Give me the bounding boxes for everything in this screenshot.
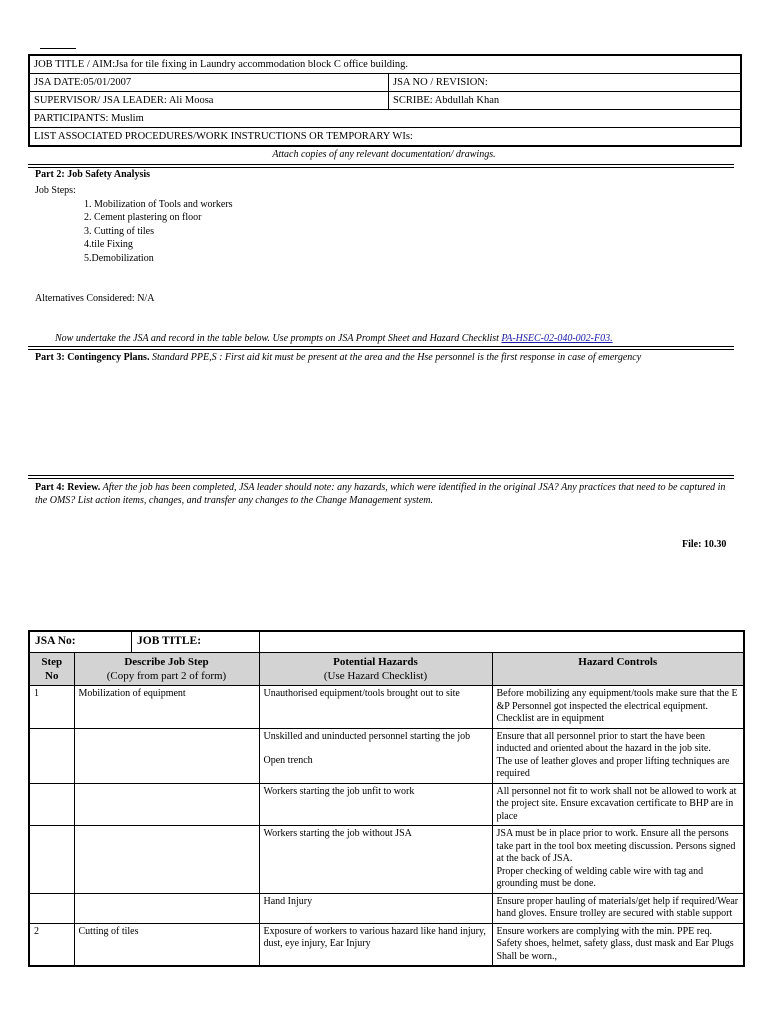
col-describe-header: Describe Job Step (Copy from part 2 of form) xyxy=(74,653,259,686)
instruction-text: Now undertake the JSA and record in the table below. Use prompts on JSA Prompt Sheet and Hazard Checklist xyxy=(55,333,502,344)
table-row: Unskilled and uninducted personnel starting the job Open trench Ensure that all personnel prior to start the have been inducted and oriented about the hazard in the job site. The use of leather gloves and proper lifting techniques are required xyxy=(29,728,744,783)
col-controls-header: Hazard Controls xyxy=(492,653,744,686)
header-table xyxy=(28,54,742,147)
jsa-no-label: JSA No: xyxy=(30,632,132,652)
jsa-date-cell: JSA DATE:05/01/2007 xyxy=(29,74,389,92)
col-step-header: Step No xyxy=(29,653,74,686)
table-row: Workers starting the job unfit to work All personnel not fit to work shall not be allowed to work at the project site. Ensure excavation certificate to BHP are in place xyxy=(29,783,744,826)
table-row: Hand Injury Ensure proper hauling of materials/get help if required/Wear hand gloves. Ensure trolley are secured with stable support xyxy=(29,893,744,923)
job-step-item: 3. Cutting of tiles xyxy=(84,225,154,237)
jsa-top-row xyxy=(29,631,744,653)
procedures-cell: LIST ASSOCIATED PROCEDURES/WORK INSTRUCTIONS OR TEMPORARY WIs: xyxy=(29,128,741,147)
instruction-line xyxy=(55,332,613,345)
col-hazards-header: Potential Hazards (Use Hazard Checklist) xyxy=(259,653,492,686)
job-title-cell: JOB TITLE / AIM:Jsa for tile fixing in Laundry accommodation block C office building. xyxy=(29,55,741,74)
job-title-label: JOB TITLE: xyxy=(137,635,202,647)
job-steps-list xyxy=(84,198,233,265)
part2-heading: Part 2: Job Safety Analysis xyxy=(35,169,150,180)
hazard-checklist-link[interactable]: PA-HSEC-02-040-002-F03. xyxy=(501,333,613,344)
part3-block xyxy=(35,351,735,364)
part4-heading: Part 4: Review. xyxy=(35,482,101,493)
scribe-cell: SCRIBE: Abdullah Khan xyxy=(389,92,742,110)
file-number: File: 10.30 xyxy=(682,539,727,550)
divider-part3 xyxy=(28,346,734,350)
job-step-item: 5.Demobilization xyxy=(84,252,154,264)
divider-part4 xyxy=(28,475,734,479)
table-row: Workers starting the job without JSA JSA must be in place prior to work. Ensure all the persons take part in the tool box meeting discussion. Persons signed at the back of JSA. Proper checking of welding cable wire with tag and grounding must be done. xyxy=(29,826,744,894)
table-row: 2 Cutting of tiles Exposure of workers to various hazard like hand injury, dust, eye injury, Ear Injury Ensure workers are complying with the min. PPE req. Safety shoes, helmet, safety glass, dust mask and Ear Plugs Shall be worn., xyxy=(29,923,744,966)
attach-note: Attach copies of any relevant documentation/ drawings. xyxy=(272,149,496,160)
jsa-table xyxy=(28,630,745,967)
job-step-item: 1. Mobilization of Tools and workers xyxy=(84,199,233,210)
alternatives-considered: Alternatives Considered: N/A xyxy=(35,293,155,304)
supervisor-cell: SUPERVISOR/ JSA LEADER: Ali Moosa xyxy=(29,92,389,110)
jsa-header-row xyxy=(29,653,744,686)
top-rule xyxy=(40,48,76,49)
job-step-item: 2. Cement plastering on floor xyxy=(84,212,202,224)
job-steps-label: Job Steps: xyxy=(35,185,76,196)
job-step-item: 4.tile Fixing xyxy=(84,239,133,251)
participants-cell: PARTICIPANTS: Muslim xyxy=(29,110,741,128)
part4-text: After the job has been completed, JSA leader should note: any hazards, which were identified in the original JSA? Any practices that need to be captured in the OMS? List action items, changes, and transfer any changes to the Change Management system. xyxy=(35,482,726,506)
table-row: 1 Mobilization of equipment Unauthorised equipment/tools brought out to site Before mobilizing any equipment/tools make sure that the E &P Personnel got inspected the electrical equipment. Checklist are in equipment xyxy=(29,686,744,729)
part3-heading: Part 3: Contingency Plans. xyxy=(35,352,150,363)
part3-text: Standard PPE,S : First aid kit must be present at the area and the Hse personnel is the first response in case of emergency xyxy=(149,352,642,363)
jsa-no-cell: JSA NO / REVISION: xyxy=(389,74,742,92)
part4-block xyxy=(35,481,735,507)
